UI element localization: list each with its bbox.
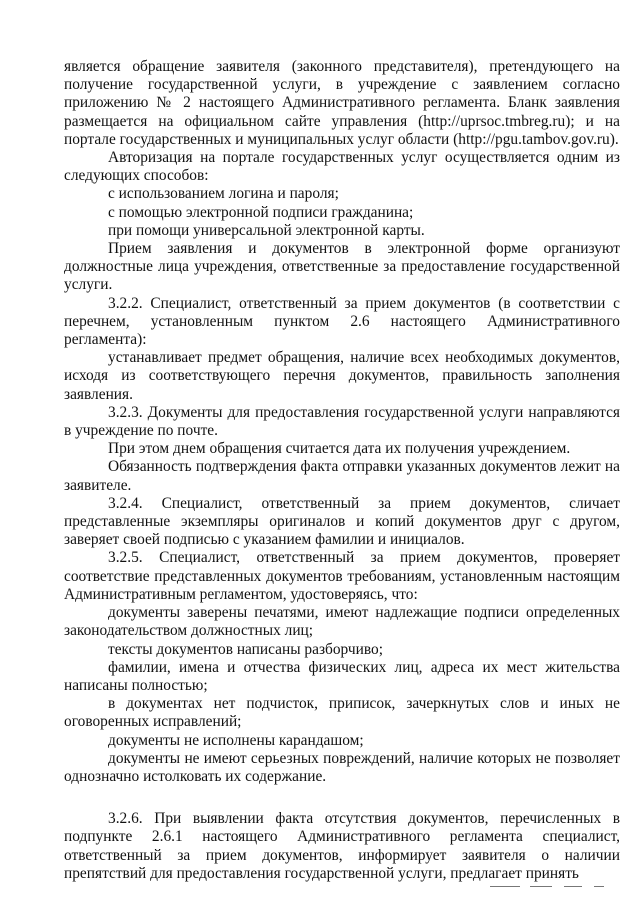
paragraph-p15: тексты документов написаны разборчиво;: [108, 640, 383, 658]
paragraph-p3: с использованием логина и пароля;: [108, 185, 339, 203]
document-page: [64, 58, 620, 883]
paragraph-p10: При этом днем обращения считается дата их получения учреждением.: [108, 440, 571, 458]
paragraph-p5: при помощи универсальной электронной карты.: [108, 221, 425, 239]
paragraph-p8: устанавливает предмет обращения, наличие всех необходимых документов, исходя из соответствующего перечня документов, правильность заполнения заявления.: [64, 349, 620, 403]
paragraph-p13: 3.2.5. Специалист, ответственный за прием документов, проверяет соответствие представленных документов требованиям, установленным настоящим Административным регламентом, удостоверяясь, что:: [64, 549, 620, 603]
paragraph-p16: фамилии, имена и отчества физических лиц, адреса их мест жительства написаны полностью;: [64, 658, 620, 694]
paragraph-p12: 3.2.4. Специалист, ответственный за прием документов, сличает представленные экземпляры оригиналов и копий документов друг с другом, заверяет своей подписью с указанием фамилии и инициалов.: [64, 494, 620, 549]
paragraph-p6: Прием заявления и документов в электронной форме организуют должностные лица учреждения, ответственные за предоставление государственной услуги.: [64, 240, 620, 294]
paragraph-p14: документы заверены печатями, имеют надлежащие подписи определенных законодательством должностных лиц;: [64, 604, 620, 640]
paragraph-p9: 3.2.3. Документы для предоставления государственной услуги направляются в учреждение по почте.: [64, 403, 620, 440]
paragraph-gap: [64, 786, 620, 810]
paragraph-p11: Обязанность подтверждения факта отправки указанных документов лежит на заявителе.: [64, 458, 620, 494]
scan-edge-marks: [70, 886, 610, 896]
paragraph-p20: 3.2.6. При выявлении факта отсутствия документов, перечисленных в подпункте 2.6.1 настоящего Административного регламента специалист, ответственный за прием документов, информирует заявителя о наличии препятствий для предоставления государственной услуги, предлагает принять: [64, 810, 620, 882]
paragraph-p4: с помощью электронной подписи гражданина;: [108, 203, 414, 221]
paragraph-p17: в документах нет подчисток, приписок, зачеркнутых слов и иных не оговоренных исправлений;: [64, 695, 620, 731]
paragraph-p19: документы не имеют серьезных повреждений, наличие которых не позволяет однозначно истолковать их содержание.: [64, 749, 620, 785]
paragraph-p18: документы не исполнены карандашом;: [108, 731, 364, 749]
paragraph-p1: является обращение заявителя (законного представителя), претендующего на получение государственной услуги, в учреждение с заявлением согласно приложению № 2 настоящего Административного регламента. Бланк заявления размещается на официальном сайте управления (http://uprsoc.tmbreg.ru); и на портале государственных и муниципальных услуг области (http://pgu.tambov.gov.ru).: [64, 58, 620, 148]
paragraph-p2: Авторизация на портале государственных услуг осуществляется одним из следующих способов:: [64, 149, 620, 185]
paragraph-p7: 3.2.2. Специалист, ответственный за прием документов (в соответствии с перечнем, установленным пунктом 2.6 настоящего Административного регламента):: [64, 294, 620, 349]
